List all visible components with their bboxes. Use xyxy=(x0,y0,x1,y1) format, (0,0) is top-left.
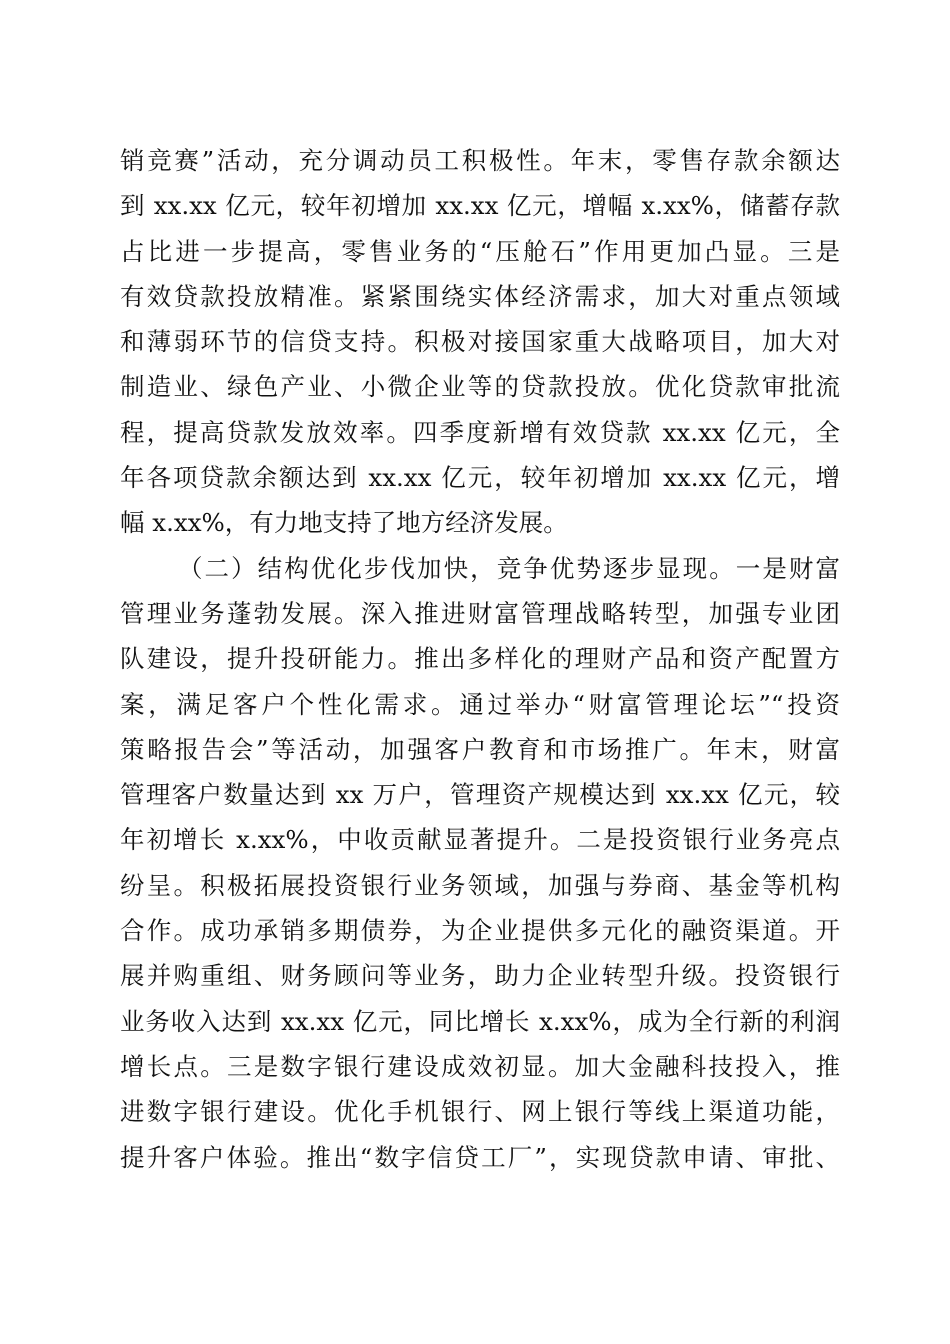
text-line: 业务收入达到 xx.xx 亿元，同比增长 x.xx%，成为全行新的利润 xyxy=(120,1006,840,1036)
text-line: 和薄弱环节的信贷支持。积极对接国家重大战略项目，加大对 xyxy=(120,327,840,357)
text-line: 有效贷款投放精准。紧紧围绕实体经济需求，加大对重点领域 xyxy=(120,281,840,311)
section-heading-line: （二）结构优化步伐加快，竞争优势逐步显现。一是财富 xyxy=(178,553,840,583)
text-line: 展并购重组、财务顾问等业务，助力企业转型升级。投资银行 xyxy=(120,961,840,991)
text-line: 纷呈。积极拓展投资银行业务领域，加强与券商、基金等机构 xyxy=(120,870,840,900)
text-line: 策略报告会”等活动，加强客户教育和市场推广。年末，财富 xyxy=(120,734,840,764)
body-text xyxy=(120,138,840,1180)
text-line: 进数字银行建设。优化手机银行、网上银行等线上渠道功能， xyxy=(120,1097,840,1127)
text-line: 管理业务蓬勃发展。深入推进财富管理战略转型，加强专业团 xyxy=(120,598,840,628)
text-line: 占比进一步提高，零售业务的“压舱石”作用更加凸显。三是 xyxy=(120,236,840,266)
text-line: 年初增长 x.xx%，中收贡献显著提升。二是投资银行业务亮点 xyxy=(120,825,840,855)
text-line: 幅 x.xx%，有力地支持了地方经济发展。 xyxy=(120,508,568,538)
text-line: 程，提高贷款发放效率。四季度新增有效贷款 xx.xx 亿元，全 xyxy=(120,417,840,447)
text-line: 案，满足客户个性化需求。通过举办“财富管理论坛”“投资 xyxy=(120,689,840,719)
text-line: 管理客户数量达到 xx 万户，管理资产规模达到 xx.xx 亿元，较 xyxy=(120,780,840,810)
text-line: 年各项贷款余额达到 xx.xx 亿元，较年初增加 xx.xx 亿元，增 xyxy=(120,463,840,493)
text-line: 销竞赛”活动，充分调动员工积极性。年末，零售存款余额达 xyxy=(120,146,840,175)
text-line: 制造业、绿色产业、小微企业等的贷款投放。优化贷款审批流 xyxy=(120,372,840,402)
text-line: 增长点。三是数字银行建设成效初显。加大金融科技投入，推 xyxy=(120,1051,840,1081)
text-line: 合作。成功承销多期债券，为企业提供多元化的融资渠道。开 xyxy=(120,916,840,946)
text-line: 队建设，提升投研能力。推出多样化的理财产品和资产配置方 xyxy=(120,644,840,674)
text-line: 提升客户体验。推出“数字信贷工厂”，实现贷款申请、审批、 xyxy=(120,1142,840,1172)
text-line: 到 xx.xx 亿元，较年初增加 xx.xx 亿元，增幅 x.xx%，储蓄存款 xyxy=(120,191,840,221)
